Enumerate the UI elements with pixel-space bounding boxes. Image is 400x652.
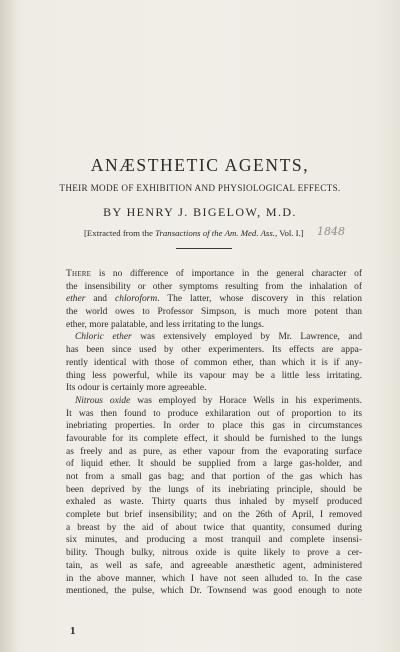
text-line: ether and chloroform. The latter, whose discovery in this relation bbox=[66, 294, 362, 305]
extract-prefix: [Extracted from the bbox=[84, 228, 156, 238]
text-line: the world owes to Professor Simpson, is much more potent than bbox=[66, 307, 362, 318]
text-line: thing less powerful, while its vapour may be a little less irritating. bbox=[66, 370, 362, 381]
text-line: complete but brief insensibility; and on the 26th of April, I removed bbox=[66, 510, 362, 521]
page-number: 1 bbox=[70, 625, 76, 637]
text-line: Chloric ether was extensively employed by Mr. Lawrence, and bbox=[75, 332, 362, 343]
document-title: ANÆSTHETIC AGENTS, bbox=[90, 155, 310, 175]
text-line: bility. Though bulky, nitrous oxide is quite likely to prove a cer- bbox=[66, 548, 362, 559]
text-line: in the above manner, which I have not seen alluded to. In the case bbox=[66, 573, 362, 584]
text-line: of liquid ether. It should be supplied from a large gas-holder, and bbox=[66, 459, 362, 470]
text-line: as freely and as pure, as ether vapour from the evaporating surface bbox=[66, 446, 362, 457]
text-line: exhaled as waste. Thirty quarts thus inhaled by myself produced bbox=[66, 497, 362, 508]
text-line: tain, as well as safe, and agreeable anæsthetic agent, administered bbox=[66, 560, 362, 571]
text-line: There is no difference of importance in the general character of bbox=[66, 269, 362, 279]
text-line: ether, more palatable, and less irritating to the lungs. bbox=[66, 319, 265, 330]
text-line: It was then found to produce exhilaration out of proportion to its bbox=[66, 408, 362, 419]
extract-suffix: , Vol. I.] bbox=[274, 228, 304, 238]
text-line: inebriating properties. In order to place this gas in circumstances bbox=[66, 421, 362, 432]
text-line: favourable for its complete effect, it should be furnished to the lungs bbox=[66, 433, 362, 444]
text-line: been deprived by the lungs of its inebriating principle, should be bbox=[66, 484, 362, 495]
author-line: BY HENRY J. BIGELOW, M.D. bbox=[103, 205, 297, 219]
pencil-annotation: 1848 bbox=[317, 225, 345, 238]
journal-name: Transactions of the Am. Med. Ass. bbox=[155, 228, 275, 238]
text-line: mentioned, the pulse, which Dr. Townsend was good enough to note bbox=[66, 586, 362, 597]
text-line: the insensibility or other symptoms resulting from the inhalation of bbox=[66, 281, 362, 292]
text-line: Its odour is certainly more agreeable. bbox=[66, 383, 207, 394]
text-line: six minutes, and producing a most tranquil and complete insensi- bbox=[66, 535, 362, 546]
divider-rule bbox=[176, 248, 232, 249]
text-line: Nitrous oxide was employed by Horace Wells in his experiments. bbox=[75, 395, 362, 406]
document-subtitle: THEIR MODE OF EXHIBITION AND PHYSIOLOGICAL EFFECTS. bbox=[59, 183, 341, 193]
page-shadow bbox=[0, 0, 18, 652]
text-line: not from a small gas bag; and that portion of the gas which has bbox=[66, 472, 362, 482]
text-line: a breast by the aid of about twice that quantity, consumed during bbox=[66, 522, 362, 533]
extract-note bbox=[84, 228, 304, 238]
text-line: rently identical with those of common ether, than which it is if any- bbox=[66, 357, 362, 368]
text-line: has been since used by other experimenters. Its effects are appa- bbox=[66, 345, 362, 356]
body-text bbox=[66, 268, 362, 598]
